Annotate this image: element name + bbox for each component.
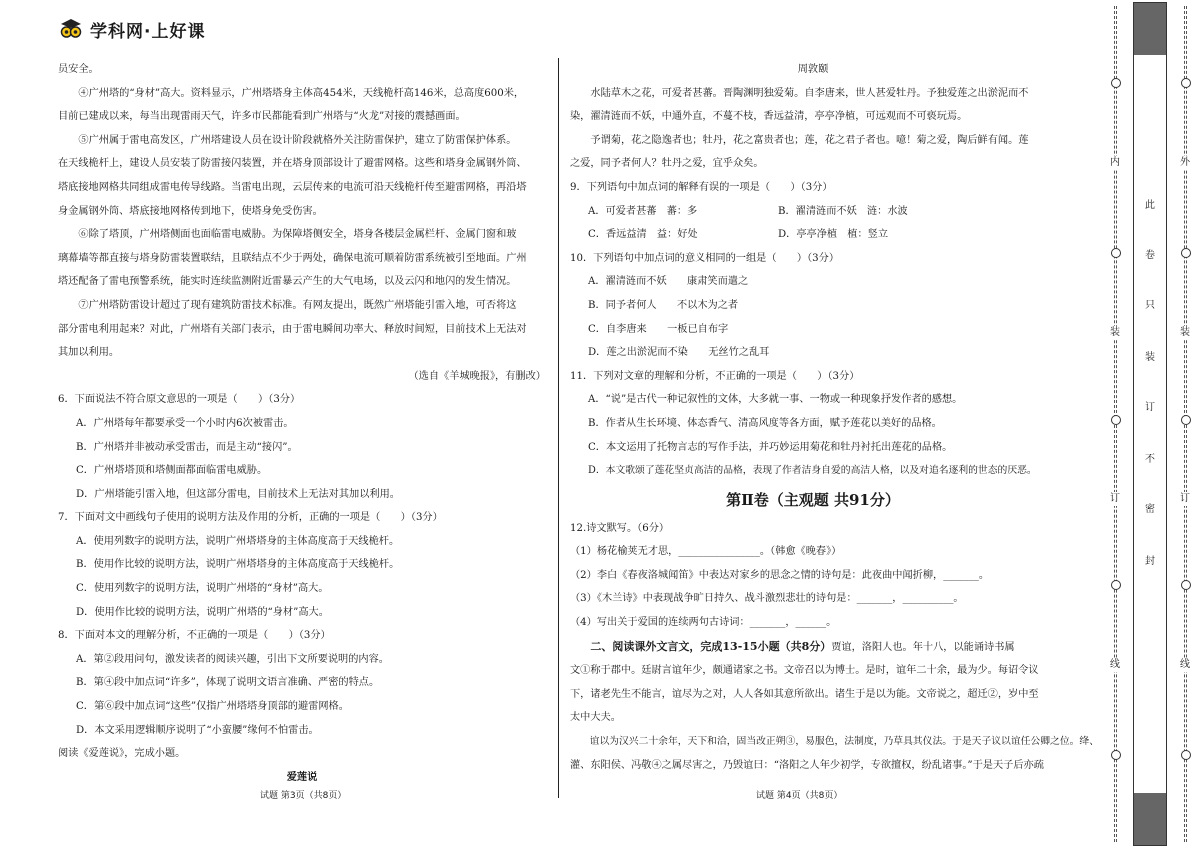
passage-line: 下，诸老先生不能言，谊尽为之对，人人各如其意所欲出。诸生于是以为能。文帝说之，超迁②，岁中至 xyxy=(570,688,1039,700)
page-3-column xyxy=(58,58,546,789)
passage-line: 身金属钢外筒、塔底接地网格传到地下，使塔身免受伤害。 xyxy=(58,205,323,217)
binding-mark: 订 xyxy=(1110,493,1120,504)
binding-hole-icon xyxy=(1111,750,1121,760)
fill-in-item: （3）《木兰诗》中表现战争旷日持久、战斗激烈悲壮的诗句是：_______，__________。 xyxy=(570,593,964,605)
binding-warning-char: 此 xyxy=(1145,200,1155,211)
binding-warning-char: 订 xyxy=(1145,402,1155,413)
question-option: D．本文歌颂了莲花坚贞高洁的品格，表现了作者洁身自爱的高洁人格，以及对追名逐利的世态的厌恶。 xyxy=(588,465,1037,477)
question-option: D．亭亭净植 植：竖立 xyxy=(778,229,889,241)
question-option: A．使用列数字的说明方法，说明广州塔塔身的主体高度高于天线桅杆。 xyxy=(76,535,400,547)
question-option: B．广州塔并非被动承受雷击，而是主动“接闪”。 xyxy=(76,441,298,453)
poem-author: 周敦颐 xyxy=(797,64,829,75)
passage-line: 之爱，同予者何人？牡丹之爱，宜乎众矣。 xyxy=(570,158,764,170)
passage-line: 予谓菊，花之隐逸者也；牡丹，花之富贵者也；莲，花之君子者也。噫！菊之爱，陶后鲜有闻。莲 xyxy=(590,134,1029,146)
binding-mark: 线 xyxy=(1180,659,1190,670)
passage-line: 塔底接地网格共同组成雷电传导线路。当雷电出现，云层传来的电流可沿天线桅杆传至避雷网格，再沿塔 xyxy=(58,181,527,193)
owl-logo-icon xyxy=(58,16,84,42)
binding-warning-char: 装 xyxy=(1145,352,1155,363)
binding-mark: 线 xyxy=(1110,659,1120,670)
question-12: 12.诗文默写。（6分） xyxy=(570,522,670,534)
binding-hole-icon xyxy=(1181,78,1191,88)
question-option: C．广州塔塔顶和塔侧面都面临雷电威胁。 xyxy=(76,465,268,477)
question-7: 7．下面对文中画线句子使用的说明方法及作用的分析，正确的一项是（ ）（3分） xyxy=(58,512,443,524)
passage-line: ⑤广州属于雷电高发区，广州塔建设人员在设计阶段就格外关注防雷保护，建立了防雷保护体系。 xyxy=(78,134,517,146)
binding-hole-icon xyxy=(1181,750,1191,760)
fill-in-item: （4）写出关于爱国的连续两句古诗词：_______，______。 xyxy=(570,617,837,629)
brand-name: 学科网·上好课 xyxy=(90,21,206,42)
question-option: C．香远益清 益：好处 xyxy=(588,229,698,241)
binding-warning-char: 封 xyxy=(1145,556,1155,567)
question-option: D．本文采用逻辑顺序说明了“小蛮腰”缘何不怕雷击。 xyxy=(76,724,319,736)
binding-mark: 订 xyxy=(1180,493,1190,504)
question-option-row xyxy=(570,200,1056,224)
binding-mark: 内 xyxy=(1110,157,1120,168)
question-option: B．第④段中加点词“许多”，体现了说明文语言准确、严密的特点。 xyxy=(76,677,380,689)
page-footer-right: 试题 第4页（共8页） xyxy=(756,791,843,801)
binding-hole-icon xyxy=(1181,248,1191,258)
question-option: A．濯清涟而不妖 康肃笑而遣之 xyxy=(588,276,749,288)
question-option: C．第⑥段中加点词“这些”仅指广州塔塔身顶部的避雷网格。 xyxy=(76,701,349,713)
part-2-title: 第Ⅱ卷（主观题 共91分） xyxy=(726,490,900,509)
fill-in-item: （1）杨花榆荚无才思，________________。（韩愈《晚春》） xyxy=(570,546,842,558)
question-option: A．第②段用问句，激发读者的阅读兴趣，引出下文所要说明的内容。 xyxy=(76,653,389,665)
section-2-title: 二、阅读课外文言文，完成13-15小题（共8分） xyxy=(590,639,832,653)
passage-line: 部分雷电利用起来？对此，广州塔有关部门表示，由于雷电瞬间功率大、释放时间短，目前技术上无法对 xyxy=(58,323,527,335)
binding-hole-icon xyxy=(1181,580,1191,590)
binding-hole-icon xyxy=(1111,580,1121,590)
passage-line: ④广州塔的“身材”高大。资料显示，广州塔塔身主体高454米，天线桅杆高146米，总高度600米， xyxy=(78,87,525,99)
binding-hole-icon xyxy=(1111,78,1121,88)
passage-line: 其加以利用。 xyxy=(58,347,120,359)
question-option: A．可爱者甚蕃 蕃：多 xyxy=(588,205,698,217)
question-9: 9．下列语句中加点词的解释有误的一项是（ ）（3分） xyxy=(570,181,833,193)
question-option-row xyxy=(570,223,1056,247)
question-11: 11．下列对文章的理解和分析，不正确的一项是（ ）（3分） xyxy=(570,370,860,382)
binding-mark: 装 xyxy=(1110,327,1120,338)
passage-source: （选自《羊城晚报》，有删改） xyxy=(408,370,546,382)
brand-logo xyxy=(58,16,205,42)
question-option: C．本文运用了托物言志的写作手法，并巧妙运用菊花和牡丹衬托出莲花的品格。 xyxy=(588,441,953,453)
question-option: A．广州塔每年都要承受一个小时内6次被雷击。 xyxy=(76,417,294,429)
poem-title: 爱莲说 xyxy=(286,771,318,783)
question-option: B．同予者何人 不以木为之者 xyxy=(588,299,739,311)
section-2-heading xyxy=(570,635,1056,660)
question-option: D．广州塔能引雷入地，但这部分雷电，目前技术上无法对其加以利用。 xyxy=(76,488,400,500)
fill-in-item: （2）李白《春夜洛城闻笛》中表达对家乡的思念之情的诗句是：此夜曲中闻折柳，_______。 xyxy=(570,569,990,581)
binding-warning-char: 卷 xyxy=(1145,250,1155,261)
passage-line: 染，濯清涟而不妖，中通外直，不蔓不枝，香远益清，亭亭净植，可远观而不可亵玩焉。 xyxy=(570,111,968,123)
question-option: B．使用作比较的说明方法，说明广州塔塔身的主体高度高于天线桅杆。 xyxy=(76,559,400,571)
question-8: 8．下面对本文的理解分析，不正确的一项是（ ）（3分） xyxy=(58,630,331,642)
passage-line: 太中大夫。 xyxy=(570,712,621,724)
binding-warning-char: 只 xyxy=(1145,300,1155,311)
binding-hole-icon xyxy=(1111,248,1121,258)
binding-shade xyxy=(1134,793,1166,845)
question-option: C．自李唐来 一板已自布字 xyxy=(588,323,729,335)
binding-mark: 外 xyxy=(1180,157,1190,168)
binding-warning-box xyxy=(1133,2,1167,846)
binding-warning-char: 不 xyxy=(1145,454,1155,465)
passage-line: 在天线桅杆上，建设人员安装了防雷接闪装置，并在塔身顶部设计了避雷网格。这些和塔身金属钢外筒、 xyxy=(58,158,527,170)
page-4-column xyxy=(570,58,1100,777)
question-6: 6．下面说法不符合原文意思的一项是（ ）（3分） xyxy=(58,394,301,406)
passage-line: ⑦广州塔防雷设计超过了现有建筑防雷技术标准。有网友提出，既然广州塔能引雷入地，可否将这 xyxy=(78,299,517,311)
passage-line: ⑥除了塔顶，广州塔侧面也面临雷电威胁。为保障塔侧安全，塔身各楼层金属栏杆、金属门窗和玻 xyxy=(78,229,517,241)
binding-warning-char: 密 xyxy=(1145,504,1155,515)
page-footer-left: 试题 第3页（共8页） xyxy=(260,791,347,801)
binding-hole-icon xyxy=(1111,415,1121,425)
binding-mark: 装 xyxy=(1180,327,1190,338)
binding-shade xyxy=(1134,3,1166,55)
passage-line: 水陆草木之花，可爱者甚蕃。晋陶渊明独爱菊。自李唐来，世人甚爱牡丹。予独爱莲之出淤泥而不 xyxy=(590,87,1029,99)
binding-hole-icon xyxy=(1181,415,1191,425)
passage-line: 员安全。 xyxy=(58,64,99,75)
passage-line: 璃幕墙等都直接与塔身防雷装置联结，且联结点不少于两处，确保电流可顺着防雷系统被引至地面。广州 xyxy=(58,252,527,264)
reading-prompt: 阅读《爱莲说》，完成小题。 xyxy=(58,748,186,760)
question-option: B．濯清涟而不妖 涟：水波 xyxy=(778,205,908,217)
question-option: A．“说”是古代一种记叙性的文体，大多就一事、一物或一种现象抒发作者的感想。 xyxy=(588,394,963,406)
column-divider xyxy=(558,58,559,798)
question-option: B．作者从生长环境、体态香气、清高风度等各方面，赋予莲花以美好的品格。 xyxy=(588,417,942,429)
passage-line: 贾谊，洛阳人也。年十八，以能诵诗书属 xyxy=(831,641,1015,653)
passage-line: 塔还配备了雷电预警系统，能实时连续监测附近雷暴云产生的大气电场，以及云闪和地闪的发生情况。 xyxy=(58,276,517,288)
question-option: D．莲之出淤泥而不染 无丝竹之乱耳 xyxy=(588,347,770,359)
question-option: C．使用列数字的说明方法，说明广州塔的“身材”高大。 xyxy=(76,583,329,595)
question-option: D．使用作比较的说明方法，说明广州塔的“身材”高大。 xyxy=(76,606,329,618)
passage-line: 文①称于郡中。廷尉言谊年少，颇通诸家之书。文帝召以为博士。是时，谊年二十余，最为少。每诏令议 xyxy=(570,665,1039,677)
question-10: 10．下列语句中加点词的意义相同的一组是（ ）（3分） xyxy=(570,252,840,264)
passage-line: 目前已建成以来，每当出现雷雨天气，许多市民都能看到广州塔与“火龙”对接的震撼画面。 xyxy=(58,111,466,123)
passage-line: 灌、东阳侯、冯敬④之属尽害之，乃毁谊曰：“洛阳之人年少初学，专欲擅权，纷乱诸事。”于是天子后亦疏 xyxy=(570,759,1044,771)
passage-line: 谊以为汉兴二十余年，天下和洽，固当改正朔③，易服色，法制度，乃草具其仪法。于是天子议以谊任公卿之位。绛、 xyxy=(589,736,1100,748)
